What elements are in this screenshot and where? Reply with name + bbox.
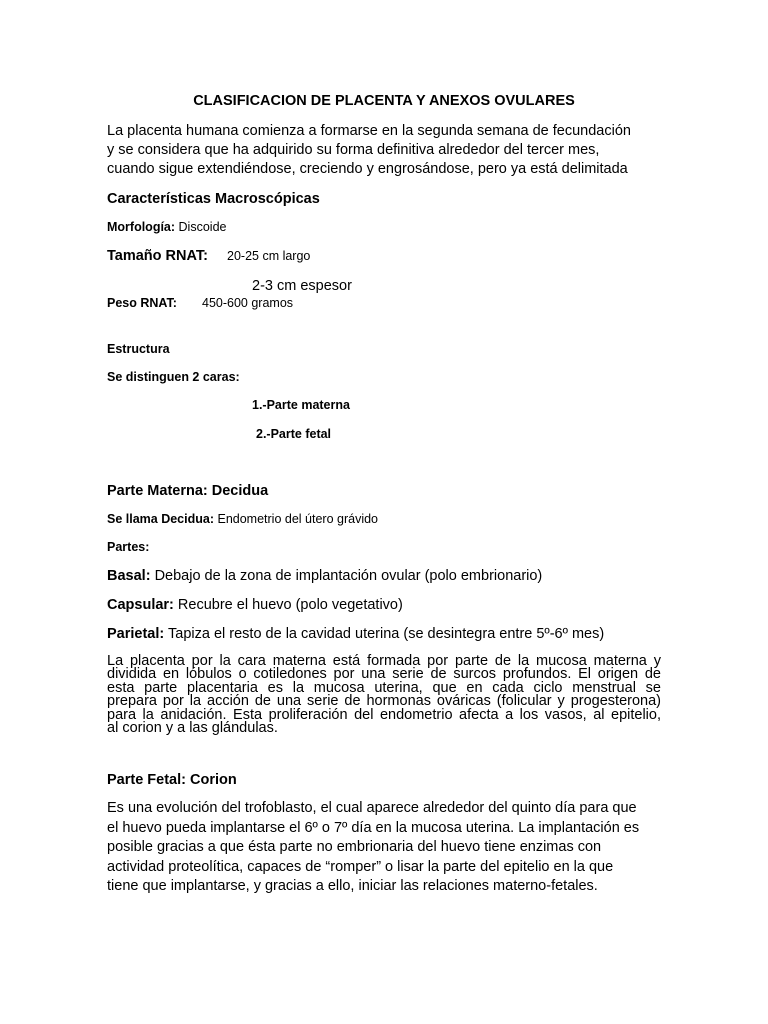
fetal-paragraph-line: actividad proteolítica, capaces de “romper” o lisar la parte del epitelio en la que bbox=[107, 858, 614, 875]
parietal-label: Parietal: bbox=[107, 626, 165, 642]
peso-label: Peso RNAT: bbox=[107, 296, 177, 310]
document-title: CLASIFICACION DE PLACENTA Y ANEXOS OVULARES bbox=[193, 93, 575, 109]
morfologia-row bbox=[107, 219, 226, 235]
fetal-paragraph bbox=[107, 799, 639, 897]
materna-paragraph-line: dividida en lóbulos o cotiledones por una serie de surcos profundos. El origen de bbox=[107, 666, 661, 683]
caras-item-fetal: 2.-Parte fetal bbox=[256, 427, 332, 441]
estructura-label: Estructura bbox=[107, 342, 170, 356]
morfologia-value: Discoide bbox=[178, 220, 227, 234]
morfologia-label: Morfología: bbox=[107, 220, 176, 234]
materna-paragraph-line: prepara por la acción de una serie de hormonas ováricas (folicular y progesterona) bbox=[107, 693, 661, 710]
fetal-paragraph-line: posible gracias a que ésta parte no embrionaria del huevo tiene enzimas con bbox=[107, 839, 602, 856]
peso-value: 450-600 gramos bbox=[202, 296, 294, 310]
decidua-label: Se llama Decidua: bbox=[107, 512, 214, 526]
capsular-value: Recubre el huevo (polo vegetativo) bbox=[177, 597, 403, 613]
capsular-label: Capsular: bbox=[107, 597, 174, 613]
basal-row bbox=[107, 567, 542, 585]
decidua-value: Endometrio del útero grávido bbox=[217, 512, 378, 526]
intro-line: cuando sigue extendiéndose, creciendo y engrosándose, pero ya está delimitada bbox=[107, 161, 628, 177]
tamano-value-largo: 20-25 cm largo bbox=[227, 249, 311, 263]
materna-paragraph-line: esta parte placentaria es la mucosa uterina, que en cada ciclo menstrual se bbox=[107, 679, 661, 696]
parietal-value: Tapiza el resto de la cavidad uterina (se desintegra entre 5º-6º mes) bbox=[168, 626, 605, 642]
partes-label: Partes: bbox=[107, 540, 150, 554]
tamano-value-espesor: 2-3 cm espesor bbox=[252, 278, 352, 294]
fetal-paragraph-line: tiene que implantarse, y gracias a ello, iniciar las relaciones materno-fetales. bbox=[107, 878, 598, 895]
basal-value: Debajo de la zona de implantación ovular (polo embrionario) bbox=[154, 568, 543, 584]
tamano-label: Tamaño RNAT: bbox=[107, 248, 208, 264]
parietal-row bbox=[107, 625, 604, 643]
fetal-paragraph-line: Es una evolución del trofoblasto, el cual aparece alrededor del quinto día para que bbox=[107, 800, 637, 816]
fetal-paragraph-line: el huevo pueda implantarse el 6º o 7º día en la mucosa uterina. La implantación es bbox=[107, 819, 640, 836]
intro-line: La placenta humana comienza a formarse en la segunda semana de fecundación bbox=[107, 123, 631, 139]
materna-paragraph-line: La placenta por la cara materna está formada por parte de la mucosa materna y bbox=[107, 653, 661, 669]
basal-label: Basal: bbox=[107, 568, 151, 584]
macro-heading: Características Macroscópicas bbox=[107, 191, 320, 207]
peso-row bbox=[107, 295, 177, 311]
intro-paragraph bbox=[107, 122, 631, 179]
caras-label: Se distinguen 2 caras: bbox=[107, 370, 240, 384]
fetal-heading: Parte Fetal: Corion bbox=[107, 772, 237, 788]
materna-paragraph-line: para la anidación. Esta proliferación del endometrio afecta a los vasos, al epitelio, bbox=[107, 706, 661, 723]
capsular-row bbox=[107, 596, 403, 614]
tamano-row bbox=[107, 247, 208, 265]
materna-heading: Parte Materna: Decidua bbox=[107, 483, 269, 499]
materna-paragraph bbox=[107, 655, 661, 735]
decidua-row bbox=[107, 511, 378, 527]
caras-item-materna: 1.-Parte materna bbox=[252, 398, 350, 412]
intro-line: y se considera que ha adquirido su forma definitiva alrededor del tercer mes, bbox=[107, 142, 600, 158]
materna-paragraph-line: al corion y a las glándulas. bbox=[107, 720, 278, 737]
